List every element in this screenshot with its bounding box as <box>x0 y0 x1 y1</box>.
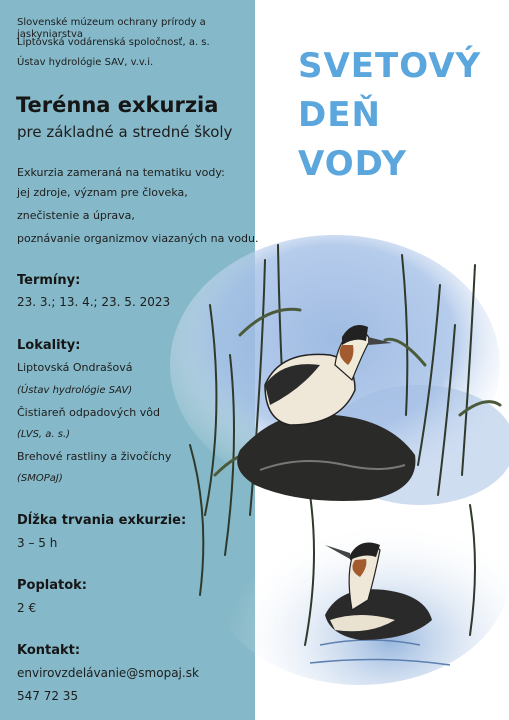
lokalita-org: (LVS, a. s.) <box>17 429 71 440</box>
lokalita-name: Liptovská Ondrašová <box>17 361 133 374</box>
organizer-line: Slovenské múzeum ochrany prírody a jaskyniarstva <box>17 17 206 40</box>
grebes-illustration <box>170 215 509 720</box>
intro-line: jej zdroje, význam pre človeka, <box>17 186 188 199</box>
headline-line: DEŇ <box>298 95 381 135</box>
poplatok-heading: Poplatok: <box>17 578 87 593</box>
poplatok-value: 2 € <box>17 601 37 615</box>
contact-phone: 547 72 35 <box>17 689 79 703</box>
headline-line: SVETOVÝ <box>298 46 482 86</box>
headline-line: VODY <box>298 144 407 184</box>
terminy-heading: Termíny: <box>17 273 81 288</box>
contact-email[interactable]: envirovzdelávanie@smopaj.sk <box>17 666 199 680</box>
intro-line: poznávanie organizmov viazaných na vodu. <box>17 232 259 245</box>
organizer-line: Liptovská vodárenská spoločnosť, a. s. <box>17 37 210 48</box>
kontakt-heading: Kontakt: <box>17 643 81 658</box>
page-title: Terénna exkurzia <box>16 93 219 117</box>
lokalita-org: (SMOPaJ) <box>17 473 63 484</box>
page-subtitle: pre základné a stredné školy <box>17 123 233 141</box>
lokalita-name: Čistiareň odpadových vôd <box>17 406 160 419</box>
terminy-value: 23. 3.; 13. 4.; 23. 5. 2023 <box>17 295 171 309</box>
organizer-line: Ústav hydrológie SAV, v.v.i. <box>17 57 154 68</box>
lokality-heading: Lokality: <box>17 338 81 353</box>
intro-line: znečistenie a úprava, <box>17 209 135 222</box>
lokalita-org: (Ústav hydrológie SAV) <box>17 385 133 396</box>
intro-line: Exkurzia zameraná na tematiku vody: <box>17 166 225 179</box>
dlzka-heading: Dĺžka trvania exkurzie: <box>17 513 187 528</box>
lokalita-name: Brehové rastliny a živočíchy <box>17 450 172 463</box>
dlzka-value: 3 – 5 h <box>17 536 58 550</box>
